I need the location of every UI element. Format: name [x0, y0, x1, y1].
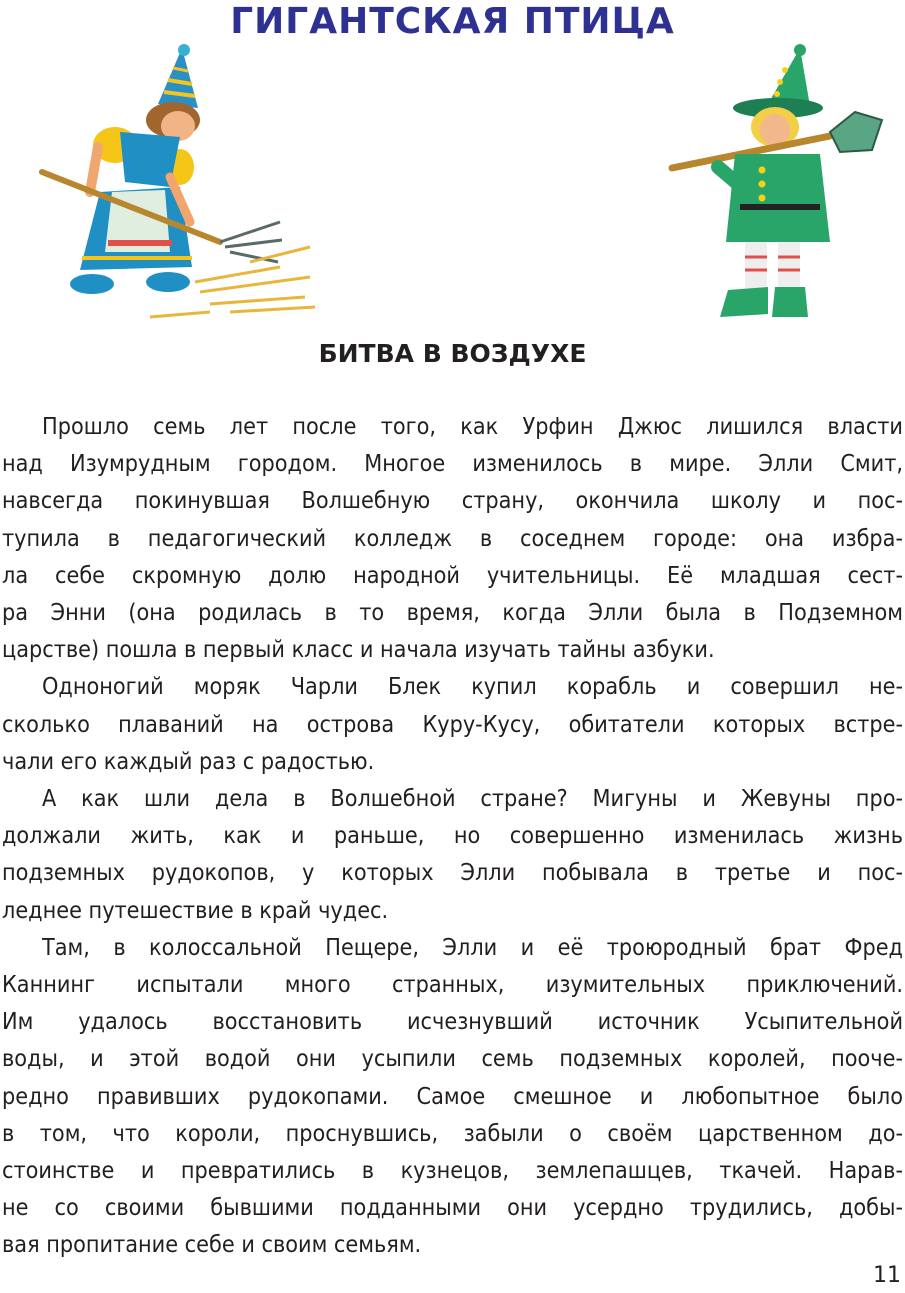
text-line: сколько плаваний на острова Куру-Кусу, обитатели которых встре- — [2, 710, 903, 738]
page-number: 11 — [873, 1263, 901, 1288]
text-line: А как шли дела в Волшебной стране? Мигуны и Жевуны про- — [42, 785, 903, 813]
text-line: навсегда покинувшая Волшебную страну, окончила школу и пос- — [2, 487, 903, 515]
text-line: подземных рудокопов, у которых Элли побывала в третье и пос- — [2, 859, 903, 887]
text-line: Одноногий моряк Чарли Блек купил корабль и совершил не- — [42, 673, 903, 701]
chapter-subtitle: БИТВА В ВОЗДУХЕ — [318, 339, 587, 368]
text-line: царстве) пошла в первый класс и начала изучать тайны азбуки. — [2, 636, 715, 664]
paragraph — [2, 408, 903, 668]
text-line: Прошло семь лет после того, как Урфин Джюс лишился власти — [42, 413, 903, 440]
page-title: ГИГАНТСКАЯ ПТИЦА — [230, 1, 675, 42]
text-line: редно правивших рудокопами. Самое смешное и любопытное было — [2, 1082, 903, 1110]
text-line: в том, что короли, проснувшись, забыли о своём царственном до- — [2, 1119, 903, 1147]
text-line: над Изумрудным городом. Многое изменилось в мире. Элли Смит, — [2, 450, 903, 478]
text-line: чали его каждый раз с радостью. — [2, 747, 375, 775]
text-line: стоинстве и превратились в кузнецов, землепашцев, ткачей. Нарав- — [2, 1157, 903, 1185]
text-line: вая пропитание себе и своим семьям. — [2, 1231, 422, 1259]
body-text — [2, 408, 903, 1264]
text-line: воды, и этой водой они усыпили семь подземных королей, пооче- — [2, 1045, 903, 1073]
text-line: Там, в колоссальной Пещере, Элли и её троюродный брат Фред — [42, 933, 903, 961]
text-line: ла себе скромную долю народной учительницы. Её младшая сест- — [2, 561, 903, 589]
text-line: тупила в педагогический колледж в соседнем городе: она избра- — [2, 524, 903, 552]
text-line: не со своими бывшими подданными они усердно трудились, добы- — [2, 1194, 903, 1222]
text-line: леднее путешествие в край чудес. — [2, 896, 389, 924]
text-line: Им удалось восстановить исчезнувший источник Усыпительной — [2, 1008, 903, 1036]
woman-with-pitchfork-illustration — [20, 42, 320, 327]
text-line: Каннинг испытали много странных, изумительных приключений. — [2, 971, 903, 999]
miner-with-shovel-illustration — [650, 42, 895, 332]
text-line: должали жить, как и раньше, но совершенно изменилась жизнь — [2, 822, 903, 850]
text-line: ра Энни (она родилась в то время, когда Элли была в Подземном — [2, 599, 903, 627]
paragraph — [2, 929, 903, 1264]
paragraph — [2, 780, 903, 929]
paragraph — [2, 668, 903, 780]
